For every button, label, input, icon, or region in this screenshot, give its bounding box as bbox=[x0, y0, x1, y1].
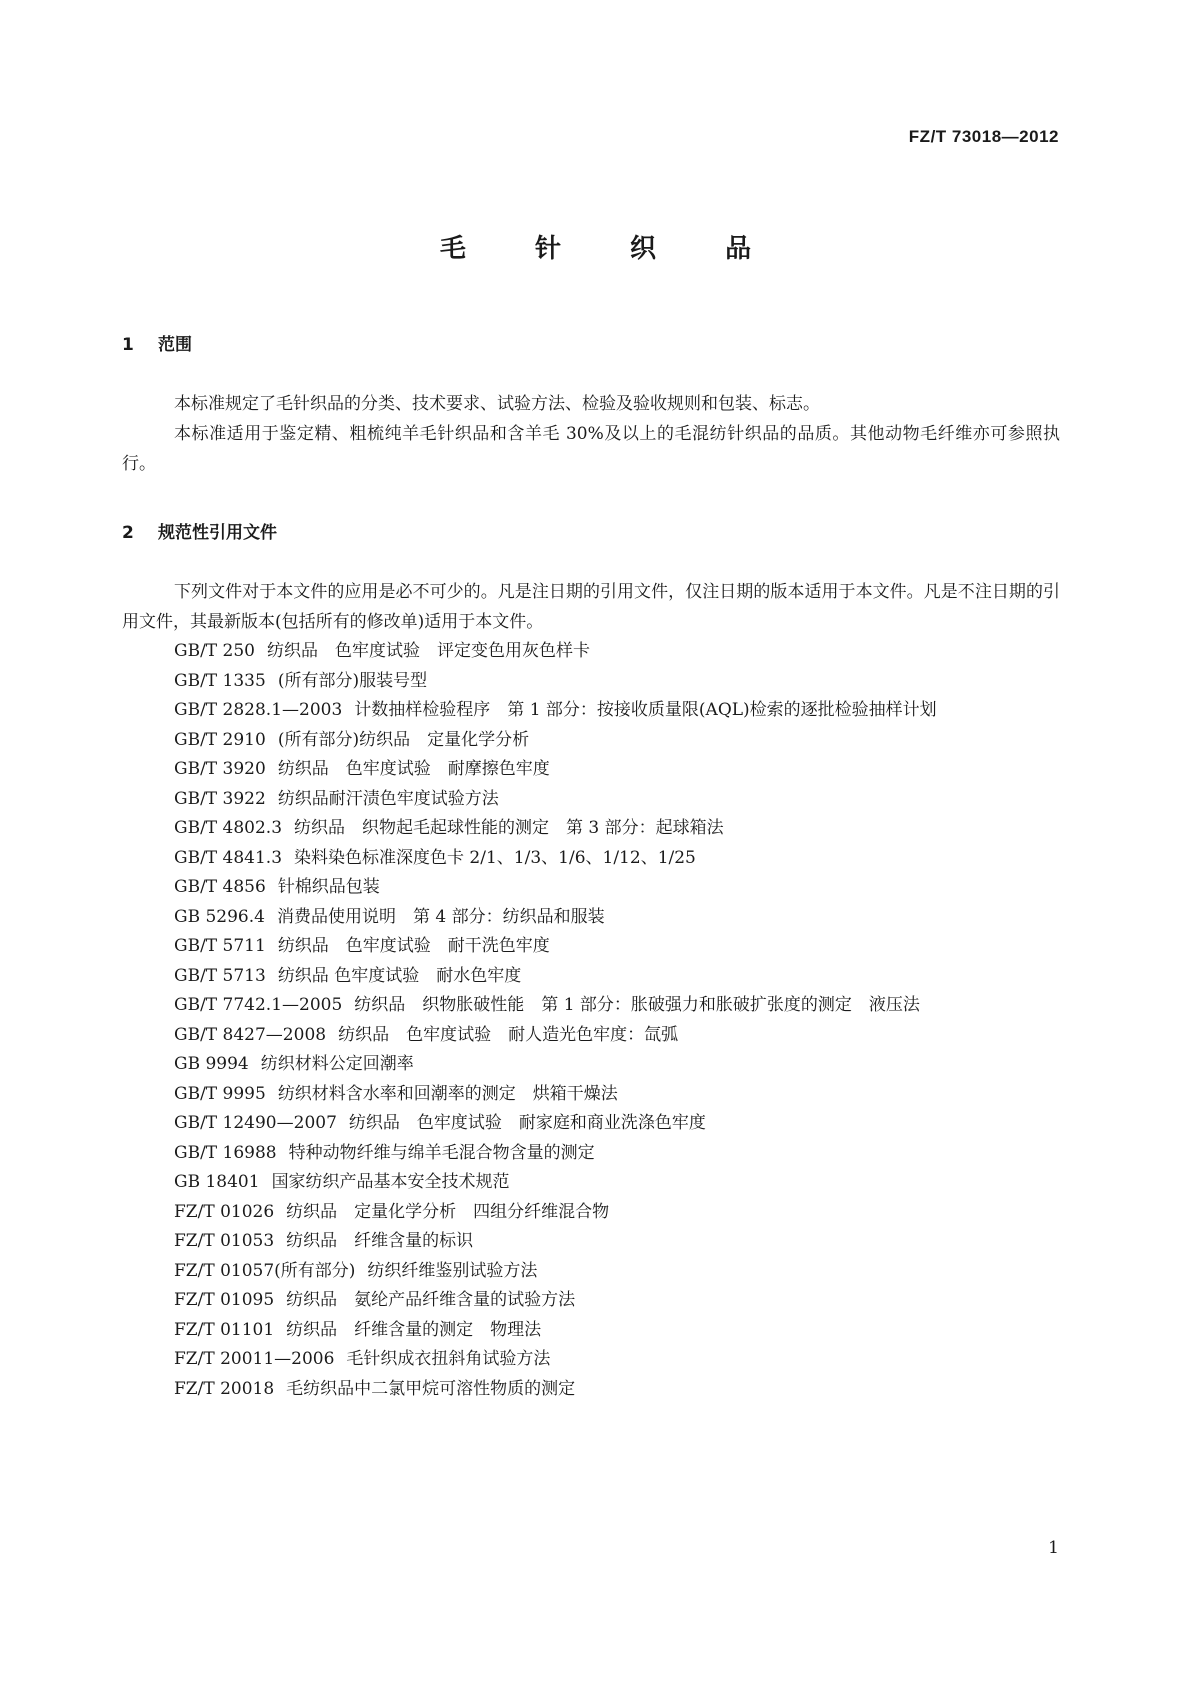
reference-title: 纺织品 纤维含量的测定 物理法 bbox=[286, 1319, 542, 1340]
reference-item bbox=[122, 1050, 1060, 1080]
reference-item bbox=[122, 1021, 1060, 1051]
reference-item bbox=[122, 726, 1060, 756]
reference-code: FZ/T 01095 bbox=[174, 1290, 275, 1310]
reference-title: 纺织材料公定回潮率 bbox=[260, 1054, 414, 1074]
reference-item bbox=[122, 1345, 1060, 1375]
reference-code: FZ/T 20018 bbox=[174, 1378, 275, 1399]
reference-title: 计数抽样检验程序 第 1 部分：按接收质量限(AQL)检索的逐批检验抽样计划 bbox=[354, 700, 937, 720]
reference-title: (所有部分)纺织品 定量化学分析 bbox=[277, 729, 530, 750]
reference-title: 纺织品 纤维含量的标识 bbox=[286, 1231, 474, 1251]
reference-item bbox=[122, 814, 1060, 844]
reference-title: 纺织品 织物胀破性能 第 1 部分：胀破强力和胀破扩张度的测定 液压法 bbox=[354, 995, 920, 1015]
section-1-heading bbox=[122, 333, 1060, 357]
reference-code: GB/T 3920 bbox=[174, 759, 266, 779]
reference-item bbox=[122, 1109, 1060, 1139]
reference-title: 毛纺织品中二氯甲烷可溶性物质的测定 bbox=[286, 1378, 576, 1399]
reference-item bbox=[122, 1257, 1060, 1287]
reference-code: GB/T 12490—2007 bbox=[174, 1113, 337, 1133]
reference-code: GB/T 2910 bbox=[174, 729, 266, 750]
reference-item bbox=[122, 637, 1060, 667]
reference-title: 纺织品 色牢度试验 耐摩擦色牢度 bbox=[277, 759, 550, 779]
reference-title: 纺织纤维鉴别试验方法 bbox=[367, 1260, 538, 1281]
reference-code: GB/T 2828.1—2003 bbox=[174, 700, 343, 720]
reference-code: GB/T 3922 bbox=[174, 788, 266, 809]
reference-item bbox=[122, 1080, 1060, 1110]
reference-title: 针棉织品包装 bbox=[277, 877, 380, 897]
section-2-heading bbox=[122, 521, 1060, 545]
reference-title: 纺织品 色牢度试验 耐水色牢度 bbox=[277, 965, 522, 986]
reference-item bbox=[122, 903, 1060, 933]
reference-code: GB/T 4802.3 bbox=[174, 818, 283, 838]
standard-code: FZ/T 73018—2012 bbox=[908, 127, 1059, 146]
reference-title: 纺织品 色牢度试验 耐人造光色牢度：氙弧 bbox=[338, 1024, 679, 1045]
reference-title: 毛针织成衣扭斜角试验方法 bbox=[346, 1349, 551, 1369]
reference-code: FZ/T 01057(所有部分) bbox=[174, 1260, 356, 1281]
reference-item bbox=[122, 1168, 1060, 1198]
section-title: 范围 bbox=[158, 335, 192, 355]
reference-title: 染料染色标准深度色卡 2/1、1/3、1/6、1/12、1/25 bbox=[294, 847, 696, 868]
reference-item bbox=[122, 696, 1060, 726]
reference-title: 特种动物纤维与绵羊毛混合物含量的测定 bbox=[288, 1142, 595, 1163]
reference-title: 纺织品 色牢度试验 耐家庭和商业洗涤色牢度 bbox=[348, 1113, 706, 1133]
reference-item bbox=[122, 1286, 1060, 1316]
reference-item bbox=[122, 962, 1060, 992]
reference-code: GB/T 16988 bbox=[174, 1142, 277, 1163]
reference-item bbox=[122, 932, 1060, 962]
reference-title: 国家纺织产品基本安全技术规范 bbox=[271, 1172, 510, 1192]
reference-list bbox=[122, 637, 1060, 1404]
reference-title: 纺织品 色牢度试验 评定变色用灰色样卡 bbox=[267, 641, 590, 661]
scope-paragraph: 本标准适用于鉴定精、粗梳纯羊毛针织品和含羊毛 30%及以上的毛混纺针织品的品质。其他动物毛纤维亦可参照执行。 bbox=[122, 424, 1060, 474]
reference-item bbox=[122, 1198, 1060, 1228]
reference-code: GB/T 1335 bbox=[174, 670, 266, 691]
reference-title: 纺织品耐汗渍色牢度试验方法 bbox=[277, 788, 499, 809]
reference-title: 纺织材料含水率和回潮率的测定 烘箱干燥法 bbox=[277, 1083, 618, 1104]
reference-title: 纺织品 色牢度试验 耐干洗色牢度 bbox=[277, 936, 550, 956]
scope-paragraph: 本标准规定了毛针织品的分类、技术要求、试验方法、检验及验收规则和包装、标志。 bbox=[174, 394, 820, 414]
reference-title: 消费品使用说明 第 4 部分：纺织品和服装 bbox=[276, 906, 605, 927]
references-intro: 下列文件对于本文件的应用是必不可少的。凡是注日期的引用文件，仅注日期的版本适用于本文件。凡是不注日期的引用文件，其最新版本(包括所有的修改单)适用于本文件。 bbox=[122, 582, 1060, 632]
reference-title: 纺织品 织物起毛起球性能的测定 第 3 部分：起球箱法 bbox=[294, 818, 724, 838]
reference-item bbox=[122, 667, 1060, 697]
reference-item bbox=[122, 1227, 1060, 1257]
reference-title: 纺织品 氨纶产品纤维含量的试验方法 bbox=[286, 1290, 576, 1310]
reference-code: GB/T 4841.3 bbox=[174, 847, 283, 868]
reference-code: GB 18401 bbox=[174, 1172, 260, 1192]
reference-code: FZ/T 01053 bbox=[174, 1231, 275, 1251]
reference-title: 纺织品 定量化学分析 四组分纤维混合物 bbox=[286, 1201, 610, 1222]
reference-code: GB/T 9995 bbox=[174, 1083, 266, 1104]
reference-title: (所有部分)服装号型 bbox=[277, 670, 428, 691]
reference-code: GB 5296.4 bbox=[174, 906, 265, 927]
document-body bbox=[122, 333, 1060, 1404]
reference-code: GB 9994 bbox=[174, 1054, 249, 1074]
document-title: 毛 针 织 品 bbox=[439, 234, 782, 264]
reference-code: FZ/T 20011—2006 bbox=[174, 1349, 335, 1369]
reference-code: GB/T 4856 bbox=[174, 877, 266, 897]
section-number: 2 bbox=[122, 523, 134, 543]
reference-code: GB/T 5711 bbox=[174, 936, 266, 956]
reference-item bbox=[122, 1139, 1060, 1169]
reference-item bbox=[122, 785, 1060, 815]
reference-code: GB/T 5713 bbox=[174, 965, 266, 986]
reference-item bbox=[122, 755, 1060, 785]
reference-code: GB/T 7742.1—2005 bbox=[174, 995, 343, 1015]
reference-item bbox=[122, 873, 1060, 903]
reference-item bbox=[122, 844, 1060, 874]
section-title: 规范性引用文件 bbox=[158, 523, 277, 543]
reference-item bbox=[122, 1375, 1060, 1405]
reference-code: FZ/T 01026 bbox=[174, 1201, 275, 1222]
reference-code: GB/T 250 bbox=[174, 641, 255, 661]
reference-code: FZ/T 01101 bbox=[174, 1319, 275, 1340]
reference-code: GB/T 8427—2008 bbox=[174, 1024, 327, 1045]
reference-item bbox=[122, 1316, 1060, 1346]
page-number: 1 bbox=[1048, 1538, 1059, 1558]
section-number: 1 bbox=[122, 335, 134, 355]
reference-item bbox=[122, 991, 1060, 1021]
